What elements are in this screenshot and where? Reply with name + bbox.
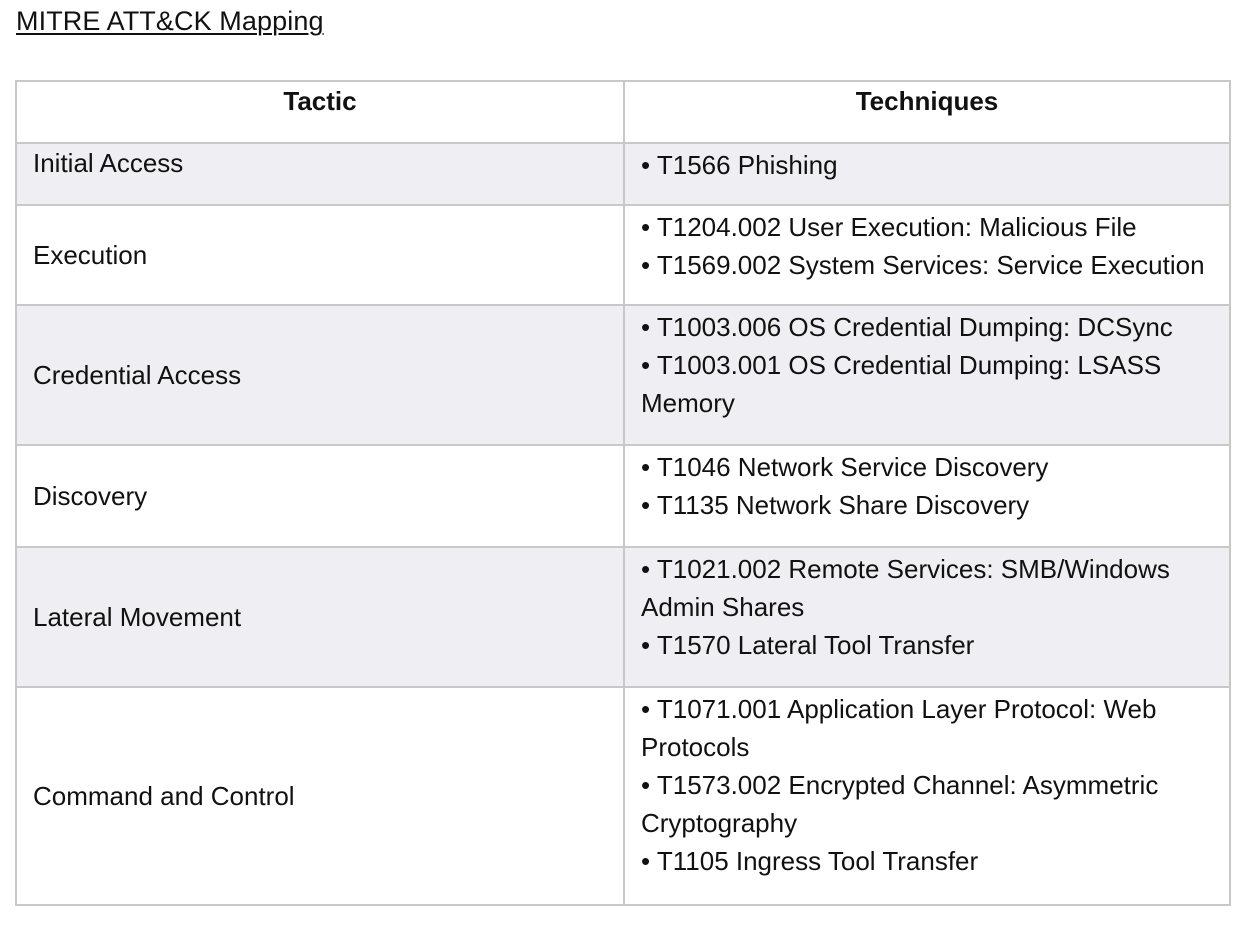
tactic-cell: Command and Control	[16, 687, 624, 905]
technique-item: • T1566 Phishing	[641, 150, 838, 180]
technique-item: • T1573.002 Encrypted Channel: Asymmetric Cryptography	[641, 770, 1159, 838]
technique-item: • T1105 Ingress Tool Transfer	[641, 846, 979, 876]
tactic-cell: Initial Access	[16, 143, 624, 205]
document-title: MITRE ATT&CK Mapping	[16, 6, 324, 36]
tactic-cell: Execution	[16, 205, 624, 305]
tactic-cell: Credential Access	[16, 305, 624, 445]
header-tactic: Tactic	[16, 81, 624, 143]
table-row	[16, 205, 1230, 305]
techniques-cell	[624, 143, 1230, 205]
table-row	[16, 687, 1230, 905]
header-techniques: Techniques	[624, 81, 1230, 143]
techniques-cell	[624, 305, 1230, 445]
table-row	[16, 547, 1230, 687]
technique-item: • T1003.006 OS Credential Dumping: DCSync	[641, 312, 1173, 342]
attack-mapping-table	[15, 80, 1231, 906]
table-row	[16, 305, 1230, 445]
technique-item: • T1570 Lateral Tool Transfer	[641, 630, 975, 660]
techniques-cell	[624, 547, 1230, 687]
technique-item: • T1003.001 OS Credential Dumping: LSASS Memory	[641, 350, 1162, 418]
techniques-cell	[624, 687, 1230, 905]
techniques-cell	[624, 445, 1230, 547]
technique-item: • T1204.002 User Execution: Malicious File	[641, 212, 1137, 242]
table-header-row	[16, 81, 1230, 143]
technique-item: • T1046 Network Service Discovery	[641, 452, 1049, 482]
table-row	[16, 143, 1230, 205]
technique-item: • T1569.002 System Services: Service Execution	[641, 250, 1205, 280]
technique-item: • T1071.001 Application Layer Protocol: Web Protocols	[641, 694, 1157, 762]
table-row	[16, 445, 1230, 547]
technique-item: • T1021.002 Remote Services: SMB/Windows Admin Shares	[641, 554, 1170, 622]
tactic-cell: Discovery	[16, 445, 624, 547]
techniques-cell	[624, 205, 1230, 305]
technique-item: • T1135 Network Share Discovery	[641, 490, 1030, 520]
tactic-cell: Lateral Movement	[16, 547, 624, 687]
